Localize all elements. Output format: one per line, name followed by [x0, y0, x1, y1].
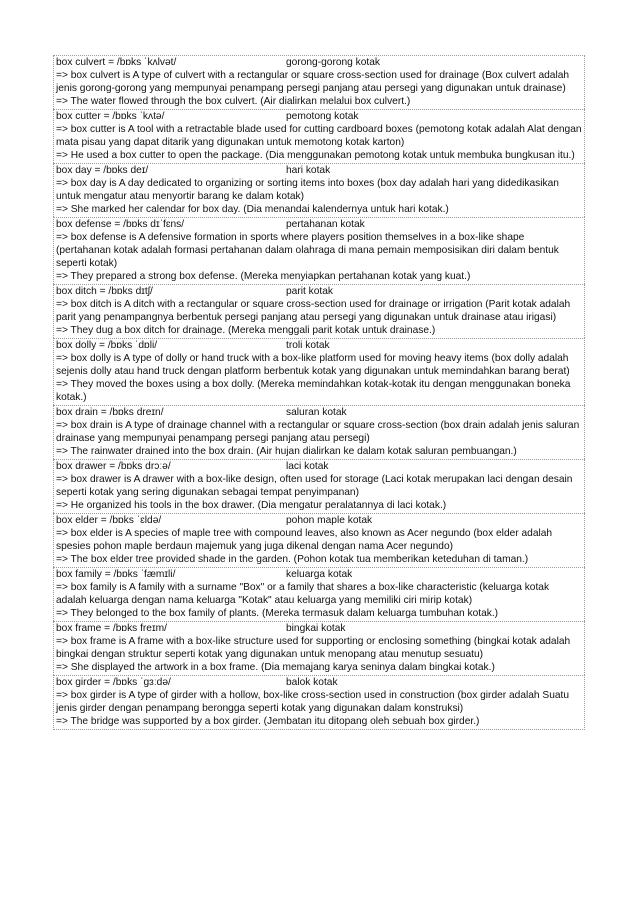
entry-example: => He used a box cutter to open the package. (Dia menggunakan pemotong kotak untuk membuka bungkusan itu.) — [56, 150, 575, 161]
glossary-entry — [53, 621, 585, 675]
entry-example: => The rainwater drained into the box drain. (Air hujan dialirkan ke dalam kotak saluran pembuangan.) — [56, 446, 517, 457]
glossary-entry — [53, 55, 585, 109]
entry-term: box culvert = /bɒks ˈkʌlvət/ — [56, 57, 177, 68]
entry-example: => The bridge was supported by a box girder. (Jembatan itu ditopang oleh sebuah box girder.) — [56, 716, 480, 727]
entry-definition: => box defense is A defensive formation in sports where players position themselves in a box-like shape (pertahanan kotak adalah formasi pertahanan dalam olahraga di mana pemain memposisikan diri dalam bentuk seperti kotak) — [56, 232, 559, 269]
entry-example: => She marked her calendar for box day. (Dia menandai kalendernya untuk hari kotak.) — [56, 204, 449, 215]
entry-definition: => box drain is A type of drainage channel with a rectangular or square cross-section (box drain adalah jenis saluran drainase yang mempunyai penampang persegi panjang atau persegi) — [56, 420, 580, 444]
entry-definition: => box culvert is A type of culvert with a rectangular or square cross-section used for drainage (Box culvert adalah jenis gorong-gorong yang mempunyai penampang persegi panjang atau persegi yang digunakan untuk drainase) — [56, 70, 570, 94]
glossary-entry — [53, 567, 585, 621]
entry-header — [56, 568, 582, 581]
entry-translation: hari kotak — [286, 165, 331, 176]
entry-translation: pohon maple kotak — [286, 515, 373, 526]
entry-header — [56, 339, 582, 352]
entry-term: box drain = /bɒks dreɪn/ — [56, 407, 164, 418]
entry-header — [56, 218, 582, 231]
entry-translation: troli kotak — [286, 340, 330, 351]
entry-definition: => box family is A family with a surname "Box" or a family that shares a box-like characteristic (keluarga kotak adalah keluarga dengan nama keluarga "Kotak" atau keluarga yang memiliki ciri mirip kotak) — [56, 582, 550, 606]
entry-header — [56, 460, 582, 473]
entry-term: box family = /bɒks ˈfæmɪli/ — [56, 569, 176, 580]
entry-term: box elder = /bɒks ˈɛldə/ — [56, 515, 162, 526]
glossary-entry — [53, 459, 585, 513]
entry-definition: => box girder is A type of girder with a hollow, box-like cross-section used in construction (box girder adalah Suatu jenis girder dengan penampang berongga seperti kotak yang digunakan dalam konstruksi) — [56, 690, 570, 714]
glossary-entry — [53, 163, 585, 217]
entry-definition: => box elder is A species of maple tree with compound leaves, also known as Acer negundo (box elder adalah spesies pohon maple berdaun majemuk yang juga dikenal dengan nama Acer negundo) — [56, 528, 553, 552]
entry-example: => They prepared a strong box defense. (Mereka menyiapkan pertahanan kotak yang kuat.) — [56, 271, 471, 282]
glossary-entry — [53, 109, 585, 163]
entry-term: box dolly = /bɒks ˈdɒli/ — [56, 340, 158, 351]
entry-term: box ditch = /bɒks dɪtʃ/ — [56, 286, 153, 297]
entry-translation: keluarga kotak — [286, 569, 353, 580]
entry-example: => The box elder tree provided shade in the garden. (Pohon kotak tua memberikan keteduhan di taman.) — [56, 554, 529, 565]
glossary-entry — [53, 513, 585, 567]
glossary-table — [53, 55, 585, 730]
entry-example: => They belonged to the box family of plants. (Mereka termasuk dalam keluarga tumbuhan kotak.) — [56, 608, 499, 619]
entry-definition: => box frame is A frame with a box-like structure used for supporting or enclosing something (bingkai kotak adalah bingkai dengan struktur seperti kotak yang digunakan untuk menopang atau menutup sesuatu) — [56, 636, 571, 660]
entry-translation: bingkai kotak — [286, 623, 346, 634]
entry-translation: saluran kotak — [286, 407, 347, 418]
entry-header — [56, 622, 582, 635]
entry-definition: => box day is A day dedicated to organizing or sorting items into boxes (box day adalah hari yang didedikasikan untuk mengatur atau menyortir barang ke dalam kotak) — [56, 178, 559, 202]
glossary-entry — [53, 338, 585, 405]
entry-term: box cutter = /bɒks ˈkʌtə/ — [56, 111, 165, 122]
entry-term: box day = /bɒks deɪ/ — [56, 165, 149, 176]
entry-header — [56, 56, 582, 69]
glossary-entry — [53, 675, 585, 730]
glossary-entry — [53, 405, 585, 459]
entry-header — [56, 514, 582, 527]
glossary-entry — [53, 217, 585, 284]
entry-definition: => box dolly is A type of dolly or hand truck with a box-like platform used for moving heavy items (box dolly adalah sejenis dolly atau hand truck dengan platform berbentuk kotak yang digunakan untuk memindahkan barang berat) — [56, 353, 570, 377]
entry-translation: pertahanan kotak — [286, 219, 365, 230]
entry-example: => They moved the boxes using a box dolly. (Mereka memindahkan kotak-kotak itu dengan menggunakan boneka kotak.) — [56, 379, 571, 403]
entry-term: box girder = /bɒks ˈɡɜːdə/ — [56, 677, 171, 688]
entry-header — [56, 110, 582, 123]
entry-translation: laci kotak — [286, 461, 329, 472]
glossary-entry — [53, 284, 585, 338]
entry-translation: gorong-gorong kotak — [286, 57, 381, 68]
entry-example: => The water flowed through the box culvert. (Air dialirkan melalui box culvert.) — [56, 96, 411, 107]
entry-header — [56, 406, 582, 419]
entry-term: box drawer = /bɒks drɔːə/ — [56, 461, 171, 472]
entry-example: => She displayed the artwork in a box frame. (Dia memajang karya seninya dalam bingkai kotak.) — [56, 662, 495, 673]
entry-translation: parit kotak — [286, 286, 333, 297]
entry-translation: balok kotak — [286, 677, 338, 688]
entry-term: box defense = /bɒks dɪˈfɛns/ — [56, 219, 185, 230]
entry-header — [56, 164, 582, 177]
entry-definition: => box drawer is A drawer with a box-like design, often used for storage (Laci kotak merupakan laci dengan desain seperti kotak yang sering digunakan sebagai tempat penyimpanan) — [56, 474, 573, 498]
entry-term: box frame = /bɒks freɪm/ — [56, 623, 167, 634]
entry-definition: => box ditch is A ditch with a rectangular or square cross-section used for drainage or irrigation (Parit kotak adalah parit yang penampangnya berbentuk persegi panjang atau persegi yang digunakan untuk drainase atau irigasi) — [56, 299, 571, 323]
entry-header — [56, 676, 582, 689]
entry-translation: pemotong kotak — [286, 111, 359, 122]
entry-example: => They dug a box ditch for drainage. (Mereka menggali parit kotak untuk drainase.) — [56, 325, 436, 336]
entry-example: => He organized his tools in the box drawer. (Dia mengatur peralatannya di laci kotak.) — [56, 500, 447, 511]
entry-header — [56, 285, 582, 298]
entry-definition: => box cutter is A tool with a retractable blade used for cutting cardboard boxes (pemotong kotak adalah Alat dengan mata pisau yang dapat ditarik yang digunakan untuk memotong kotak karton) — [56, 124, 582, 148]
